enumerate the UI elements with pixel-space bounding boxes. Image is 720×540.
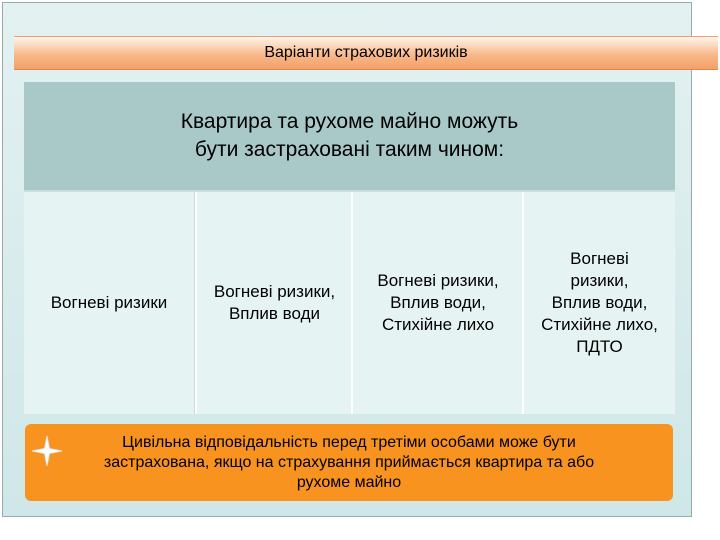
option-cell-2: Вогневі ризики, Вплив води <box>195 192 352 414</box>
option-cell-3: Вогневі ризики, Вплив води, Стихійне лихо <box>351 192 523 414</box>
slide-title-text: Варіанти страхових ризиків <box>264 44 468 61</box>
option-cell-1: Вогневі ризики <box>24 192 194 414</box>
table-header: Квартира та рухоме майно можуть бути застраховані таким чином: <box>24 82 675 190</box>
liability-note: Цивільна відповідальність перед третіми особами може бути застрахована, якщо на страхування приймається квартира та або рухоме майно <box>25 424 673 501</box>
risk-options-table <box>24 82 675 414</box>
four-point-star-icon <box>30 434 64 468</box>
option-cell-4: Вогневі ризики, Вплив води, Стихійне лихо, ПДТО <box>522 192 675 414</box>
slide-title <box>14 36 718 70</box>
